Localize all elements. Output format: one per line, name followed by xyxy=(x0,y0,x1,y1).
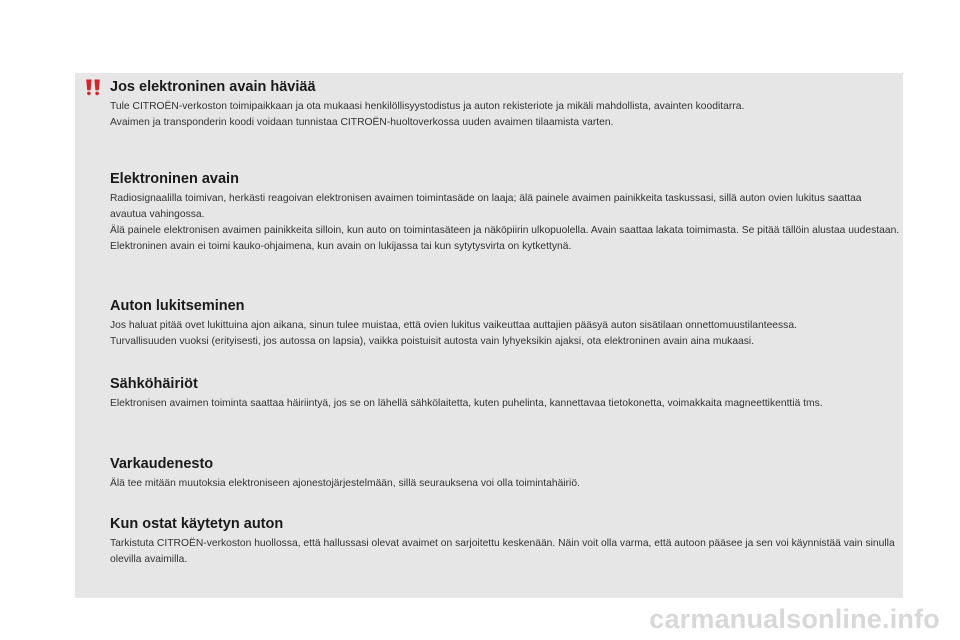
section-heading: Elektroninen avain xyxy=(110,171,239,187)
section-heading: Jos elektroninen avain häviää xyxy=(110,79,316,95)
section-paragraph: Älä painele elektronisen avaimen painikkeita silloin, kun auto on toimintasäteen ja näköpiirin ulkopuolella. Avain saattaa lakata toimimasta. Se pitää tällöin alustaa uudestaan. xyxy=(110,225,900,236)
section-paragraph: Avaimen ja transponderin koodi voidaan tunnistaa CITROËN-huoltoverkossa uuden avaimen tilaamista varten. xyxy=(110,117,614,128)
watermark: carmanualsonline.info xyxy=(649,604,940,634)
section-paragraph: Radiosignaalilla toimivan, herkästi reagoivan elektronisen avaimen toimintasäde on laaja; älä painele avaimen painikkeita taskussasi, sillä auton ovien lukitus saattaa avautua vahingossa. xyxy=(110,193,862,220)
section-paragraph: Elektroninen avain ei toimi kauko-ohjaimena, kun avain on lukijassa tai kun sytytysvirta on kytkettynä. xyxy=(110,241,572,252)
section-paragraph: Tarkistuta CITROËN-verkoston huollossa, että hallussasi olevat avaimet on sarjoitettu keskenään. Näin voit olla varma, että autoon pääsee ja sen voi käynnistää vain sinulla olevilla avaimilla. xyxy=(110,538,895,565)
section-electrical-interference xyxy=(110,376,900,412)
section-lost-key xyxy=(110,79,900,131)
section-used-car xyxy=(110,516,900,568)
section-heading: Sähköhäiriöt xyxy=(110,376,198,392)
section-paragraph: Elektronisen avaimen toiminta saattaa häiriintyä, jos se on lähellä sähkölaitetta, kuten puhelinta, kannettavaa tietokonetta, voimakkaita magneettikenttiä tms. xyxy=(110,398,823,409)
section-paragraph: Jos haluat pitää ovet lukittuina ajon aikana, sinun tulee muistaa, että ovien lukitus vaikeuttaa auttajien pääsyä auton sisätilaan onnettomuustilanteessa. xyxy=(110,320,797,331)
section-locking xyxy=(110,298,900,350)
section-heading: Auton lukitseminen xyxy=(110,298,245,314)
section-paragraph: Älä tee mitään muutoksia elektroniseen ajonestojärjestelmään, sillä seurauksena voi olla toimintahäiriö. xyxy=(110,478,580,489)
section-paragraph: Turvallisuuden vuoksi (erityisesti, jos autossa on lapsia), vaikka poistuisit autosta vain lyhyeksikin ajaksi, ota elektroninen avain aina mukaasi. xyxy=(110,336,755,347)
section-paragraph: Tule CITROËN-verkoston toimipaikkaan ja ota mukaasi henkilöllisyystodistus ja auton rekisteriote ja mikäli mahdollista, avainten kooditarra. xyxy=(110,101,745,112)
section-anti-theft xyxy=(110,456,900,492)
section-heading: Kun ostat käytetyn auton xyxy=(110,516,284,532)
section-heading: Varkaudenesto xyxy=(110,456,214,472)
section-electronic-key xyxy=(110,171,900,255)
exclamation-warning-icon xyxy=(85,78,101,96)
